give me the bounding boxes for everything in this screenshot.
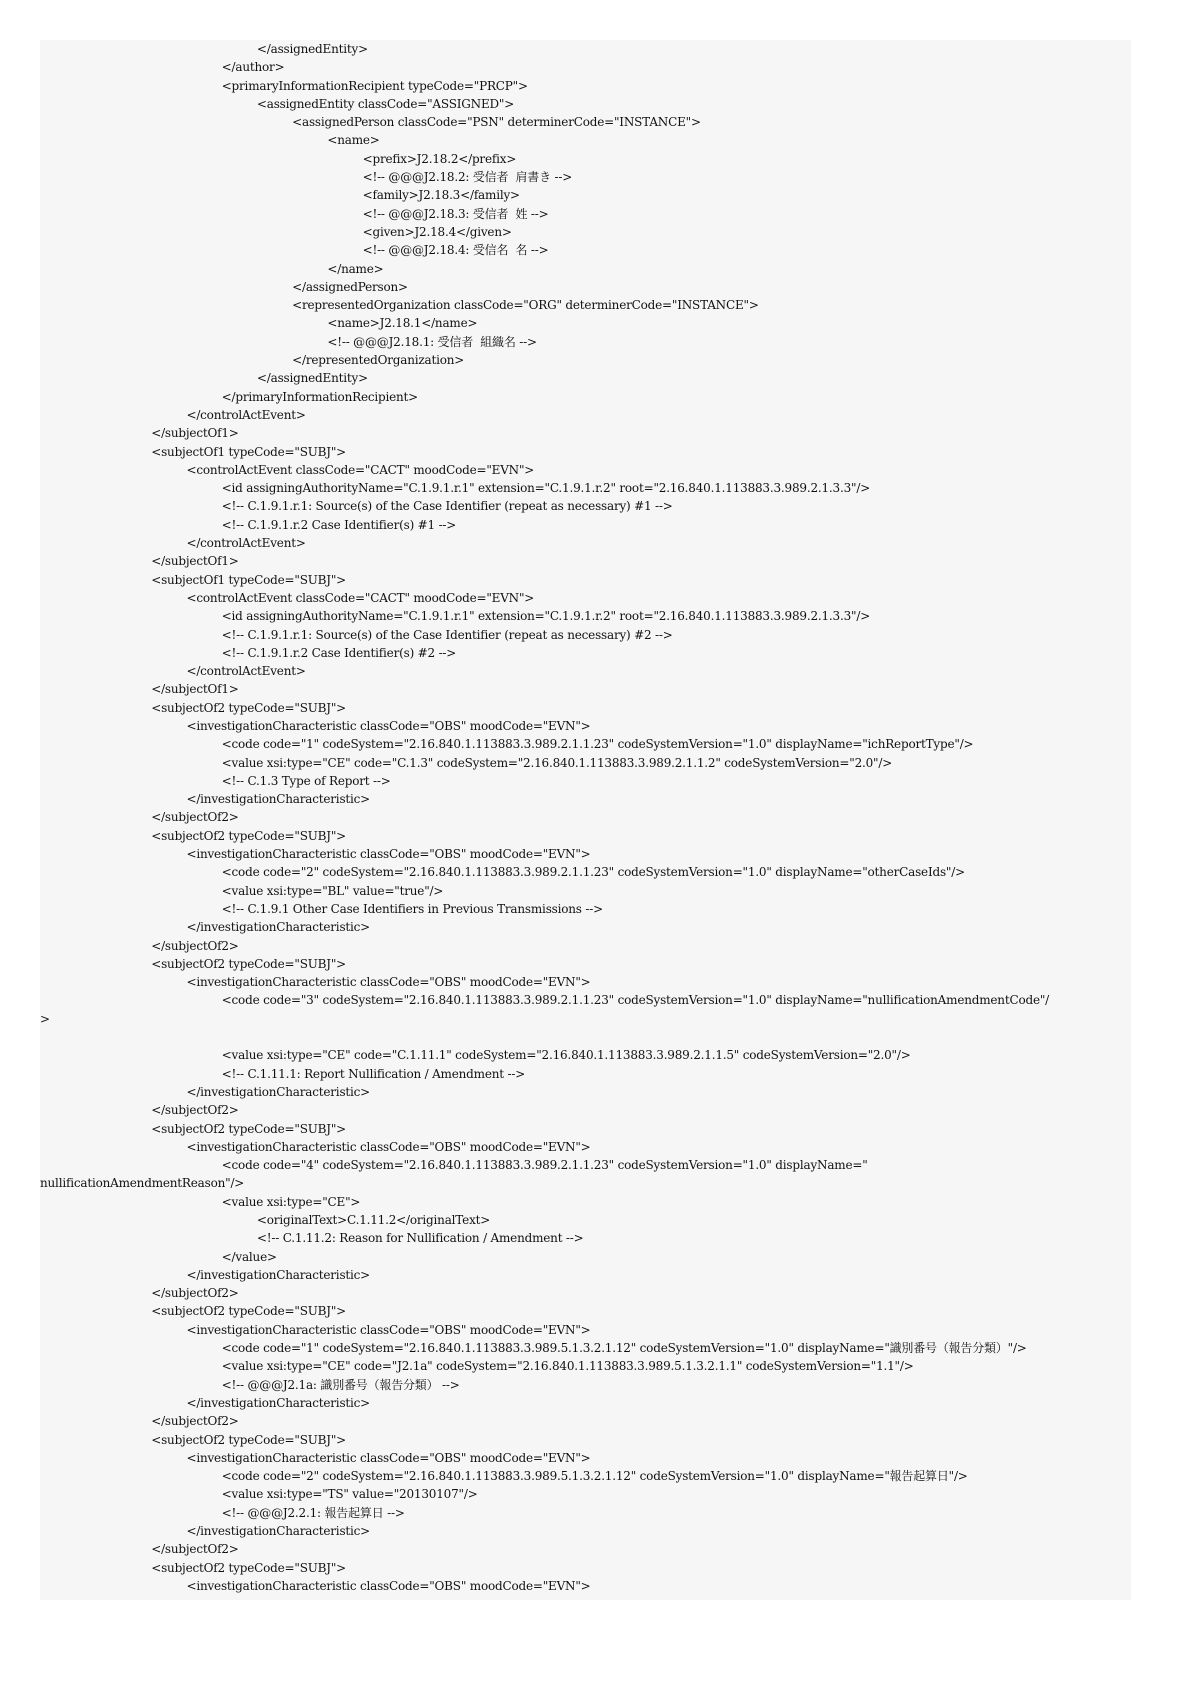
- code-line: <controlActEvent classCode="CACT" moodCode="EVN">: [172, 462, 535, 477]
- code-line: </subjectOf2>: [144, 1286, 239, 1301]
- code-line: <originalText>C.1.11.2</originalText>: [228, 1213, 491, 1227]
- code-line: nullificationAmendmentReason"/>: [40, 1176, 245, 1191]
- code-line: <!-- @@@J2.18.3: 受信者 姓 -->: [312, 206, 549, 221]
- code-line: <name>J2.18.1</name>: [284, 316, 478, 331]
- code-line: <investigationCharacteristic classCode="OBS" moodCode="EVN">: [172, 1578, 591, 1593]
- code-line: <investigationCharacteristic classCode="OBS" moodCode="EVN">: [172, 1450, 591, 1465]
- code-line: <subjectOf1 typeCode="SUBJ">: [144, 444, 347, 459]
- code-line: <!-- C.1.11.1: Report Nullification / Amendment -->: [200, 1066, 526, 1081]
- code-line: <!-- C.1.9.1.r.2 Case Identifier(s) #1 -->: [200, 517, 457, 532]
- code-line: [40, 1028, 1131, 1046]
- code-line: <id assigningAuthorityName="C.1.9.1.r.1" extension="C.1.9.1.r.2" root="2.16.840.1.113883.3.989.2.1.3.3"/>: [200, 481, 871, 496]
- code-line: <code code="2" codeSystem="2.16.840.1.113883.3.989.2.1.1.23" codeSystemVersion="1.0" displayName="otherCaseIds"/>: [200, 865, 965, 880]
- code-line: <code code="3" codeSystem="2.16.840.1.113883.3.989.2.1.1.23" codeSystemVersion="1.0" displayName="nullificationAmendmentCode"/: [200, 993, 1050, 1008]
- code-line: </subjectOf2>: [144, 1103, 239, 1118]
- code-line: >: [40, 1011, 50, 1026]
- code-line: </investigationCharacteristic>: [172, 1524, 371, 1539]
- code-line: <subjectOf2 typeCode="SUBJ">: [144, 1432, 347, 1447]
- code-line: </assignedPerson>: [256, 279, 408, 294]
- code-line: </value>: [200, 1249, 277, 1264]
- code-line: <investigationCharacteristic classCode="OBS" moodCode="EVN">: [172, 1139, 591, 1154]
- code-line: </subjectOf2>: [144, 1542, 239, 1557]
- code-line: </investigationCharacteristic>: [172, 1267, 371, 1282]
- code-line: <name>: [284, 133, 380, 148]
- code-line: <primaryInformationRecipient typeCode="PRCP">: [200, 78, 528, 93]
- code-line: <given>J2.18.4</given>: [312, 224, 512, 239]
- code-line: <subjectOf2 typeCode="SUBJ">: [144, 956, 347, 971]
- code-line: <!-- C.1.9.1.r.2 Case Identifier(s) #2 -->: [200, 645, 457, 660]
- code-line: <prefix>J2.18.2</prefix>: [312, 151, 517, 166]
- code-line: <value xsi:type="CE" code="J2.1a" codeSystem="2.16.840.1.113883.3.989.5.1.3.2.1.1" codeSystemVersion="1.1"/>: [200, 1359, 914, 1374]
- code-line: </investigationCharacteristic>: [172, 920, 371, 935]
- code-line: </subjectOf2>: [144, 810, 239, 825]
- code-line: </name>: [284, 261, 384, 276]
- code-line: </controlActEvent>: [172, 536, 306, 551]
- code-line: </investigationCharacteristic>: [172, 792, 371, 807]
- code-line: <!-- @@@J2.2.1: 報告起算日 -->: [200, 1505, 405, 1520]
- code-line: <!-- C.1.9.1 Other Case Identifiers in Previous Transmissions -->: [200, 901, 603, 916]
- code-line: <subjectOf2 typeCode="SUBJ">: [144, 1121, 347, 1136]
- code-line: <!-- @@@J2.18.2: 受信者 肩書き -->: [312, 170, 573, 185]
- code-line: <!-- @@@J2.18.1: 受信者 組織名 -->: [284, 334, 537, 349]
- code-line: </subjectOf2>: [144, 1414, 239, 1429]
- code-line: <subjectOf2 typeCode="SUBJ">: [144, 700, 347, 715]
- xml-code-listing: [40, 40, 1131, 1600]
- code-line: <value xsi:type="TS" value="20130107"/>: [200, 1487, 478, 1502]
- code-line: </author>: [200, 60, 285, 75]
- code-line: <investigationCharacteristic classCode="OBS" moodCode="EVN">: [172, 847, 591, 862]
- code-line: <value xsi:type="BL" value="true"/>: [200, 883, 444, 898]
- code-line: <subjectOf2 typeCode="SUBJ">: [144, 828, 347, 843]
- code-line: <family>J2.18.3</family>: [312, 188, 520, 203]
- code-line: <investigationCharacteristic classCode="OBS" moodCode="EVN">: [172, 1322, 591, 1337]
- code-line: </subjectOf1>: [144, 426, 239, 441]
- code-line: <subjectOf2 typeCode="SUBJ">: [144, 1560, 347, 1575]
- code-line: <controlActEvent classCode="CACT" moodCode="EVN">: [172, 590, 535, 605]
- code-line: <investigationCharacteristic classCode="OBS" moodCode="EVN">: [172, 975, 591, 990]
- code-line: <subjectOf2 typeCode="SUBJ">: [144, 1304, 347, 1319]
- code-line: <!-- @@@J2.1a: 識別番号（報告分類） -->: [200, 1377, 460, 1392]
- code-line: </controlActEvent>: [172, 407, 306, 422]
- code-line: <!-- C.1.9.1.r.1: Source(s) of the Case Identifier (repeat as necessary) #1 -->: [200, 499, 673, 514]
- code-line: </primaryInformationRecipient>: [200, 389, 419, 404]
- code-line: </investigationCharacteristic>: [172, 1395, 371, 1410]
- code-line: <subjectOf1 typeCode="SUBJ">: [144, 572, 347, 587]
- code-line: <!-- C.1.11.2: Reason for Nullification / Amendment -->: [228, 1231, 584, 1246]
- code-line: <value xsi:type="CE" code="C.1.11.1" codeSystem="2.16.840.1.113883.3.989.2.1.1.5" codeSystemVersion="2.0"/>: [200, 1048, 911, 1063]
- code-line: <!-- @@@J2.18.4: 受信名 名 -->: [312, 243, 549, 258]
- code-line: </subjectOf2>: [144, 938, 239, 953]
- code-line: </subjectOf1>: [144, 554, 239, 569]
- code-line: <investigationCharacteristic classCode="OBS" moodCode="EVN">: [172, 718, 591, 733]
- code-line: <id assigningAuthorityName="C.1.9.1.r.1" extension="C.1.9.1.r.2" root="2.16.840.1.113883.3.989.2.1.3.3"/>: [200, 609, 871, 624]
- code-line: <value xsi:type="CE">: [200, 1194, 361, 1209]
- code-line: </representedOrganization>: [256, 353, 465, 368]
- code-line: </assignedEntity>: [228, 371, 368, 386]
- code-line: <code code="1" codeSystem="2.16.840.1.113883.3.989.5.1.3.2.1.12" codeSystemVersion="1.0" displayName="識別番号（報告分類）"/>: [200, 1341, 1027, 1356]
- code-line: <code code="4" codeSystem="2.16.840.1.113883.3.989.2.1.1.23" codeSystemVersion="1.0" displayName=": [200, 1158, 868, 1173]
- code-line: </controlActEvent>: [172, 664, 306, 679]
- code-line: <!-- C.1.9.1.r.1: Source(s) of the Case Identifier (repeat as necessary) #2 -->: [200, 627, 673, 642]
- code-line: </subjectOf1>: [144, 682, 239, 697]
- code-line: <!-- C.1.3 Type of Report -->: [200, 773, 391, 788]
- code-line: <assignedEntity classCode="ASSIGNED">: [228, 96, 515, 111]
- code-line: <assignedPerson classCode="PSN" determinerCode="INSTANCE">: [256, 115, 701, 130]
- code-line: <value xsi:type="CE" code="C.1.3" codeSystem="2.16.840.1.113883.3.989.2.1.1.2" codeSystemVersion="2.0"/>: [200, 755, 893, 770]
- code-line: <code code="2" codeSystem="2.16.840.1.113883.3.989.5.1.3.2.1.12" codeSystemVersion="1.0" displayName="報告起算日"/>: [200, 1469, 968, 1484]
- code-line: </investigationCharacteristic>: [172, 1084, 371, 1099]
- code-line: </assignedEntity>: [228, 42, 368, 56]
- code-line: <representedOrganization classCode="ORG" determinerCode="INSTANCE">: [256, 298, 759, 313]
- code-line: <code code="1" codeSystem="2.16.840.1.113883.3.989.2.1.1.23" codeSystemVersion="1.0" displayName="ichReportType"/>: [200, 737, 974, 752]
